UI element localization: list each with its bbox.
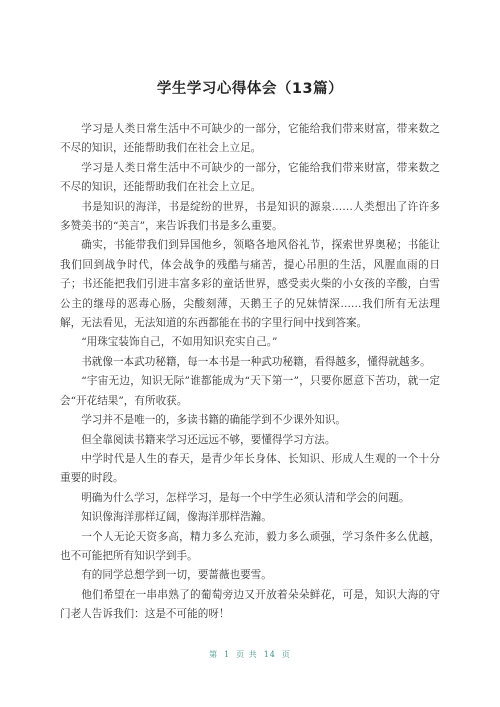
paragraph: 明确为什么学习，怎样学习，是每一个中学生必须认清和学会的问题。 xyxy=(81,491,410,504)
page-current-number: 1 xyxy=(224,650,231,659)
page-label-prefix: 第 xyxy=(209,650,219,659)
paragraph: 学习是人类日常生活中不可缺少的一部分，它能给我们带来财富，带来数之不尽的知识，还能帮助我们在社会上立足。 xyxy=(60,123,440,155)
page-total-number: 14 xyxy=(263,650,276,659)
paragraph: 一个人无论天资多高，精力多么充沛，毅力多么顽强，学习条件多么优越，也不可能把所有知识学到手。 xyxy=(60,530,440,562)
page-footer xyxy=(0,649,500,660)
page-label-middle: 页 共 xyxy=(236,650,258,659)
paragraph: 学习是人类日常生活中不可缺少的一部分，它能给我们带来财富，带来数之不尽的知识，还能帮助我们在社会上立足。 xyxy=(60,161,440,194)
paragraph: 书是知识的海洋，书是绽纷的世界，书是知识的源泉……人类想出了许许多多赞美书的“美言”，来告诉我们书是多么重要。 xyxy=(60,200,440,233)
page-label-suffix: 页 xyxy=(281,650,291,659)
paragraph: 知识像海洋那样辽阔，像海洋那样浩瀚。 xyxy=(81,511,272,524)
paragraph: 书就像一本武功秘籍，每一本书是一种武功秘籍，看得越多，懂得就越多。 xyxy=(81,355,431,368)
document-body xyxy=(60,120,440,625)
paragraph: 学习并不是唯一的，多读书籍的确能学到不少课外知识。 xyxy=(81,414,347,427)
paragraph: 有的同学总想学到一切，要蔷薇也要雪。 xyxy=(81,569,272,582)
paragraph: 但全靠阅读书籍来学习还远远不够，要懂得学习方法。 xyxy=(81,433,336,446)
paragraph: 确实，书能带我们到异国他乡，领略各地风俗礼节，探索世界奥秘；书能让我们回到战争时代，体会战争的残酷与痛苦，提心吊胆的生活，风腥血雨的日子；书还能把我们引进丰富多彩的童话世界，感受卖火柴的小女孩的辛酸，白雪公主的继母的恶毒心肠，尖酸刻薄，天鹅王子的兄妹情深……我们所有无法理解，无法看见，无法知道的东西都能在书的字里行间中找到答案。 xyxy=(60,239,440,330)
paragraph: 他们希望在一串串熟了的葡萄旁边又开放着朵朵鲜花，可是，知识大海的守门老人告诉我们：这是不可能的呀！ xyxy=(60,588,440,621)
paragraph: “用珠宝装饰自己，不如用知识充实自己。” xyxy=(81,336,278,349)
document-title: 学生学习心得体会（13篇） xyxy=(156,81,344,97)
paragraph: “宇宙无边，知识无际”谁都能成为“天下第一”，只要你愿意下苦功，就一定会“开花结果”，有所收获。 xyxy=(60,375,440,407)
paragraph: 中学时代是人生的春天，是青少年长身体、长知识、形成人生观的一个十分重要的时段。 xyxy=(60,452,440,485)
